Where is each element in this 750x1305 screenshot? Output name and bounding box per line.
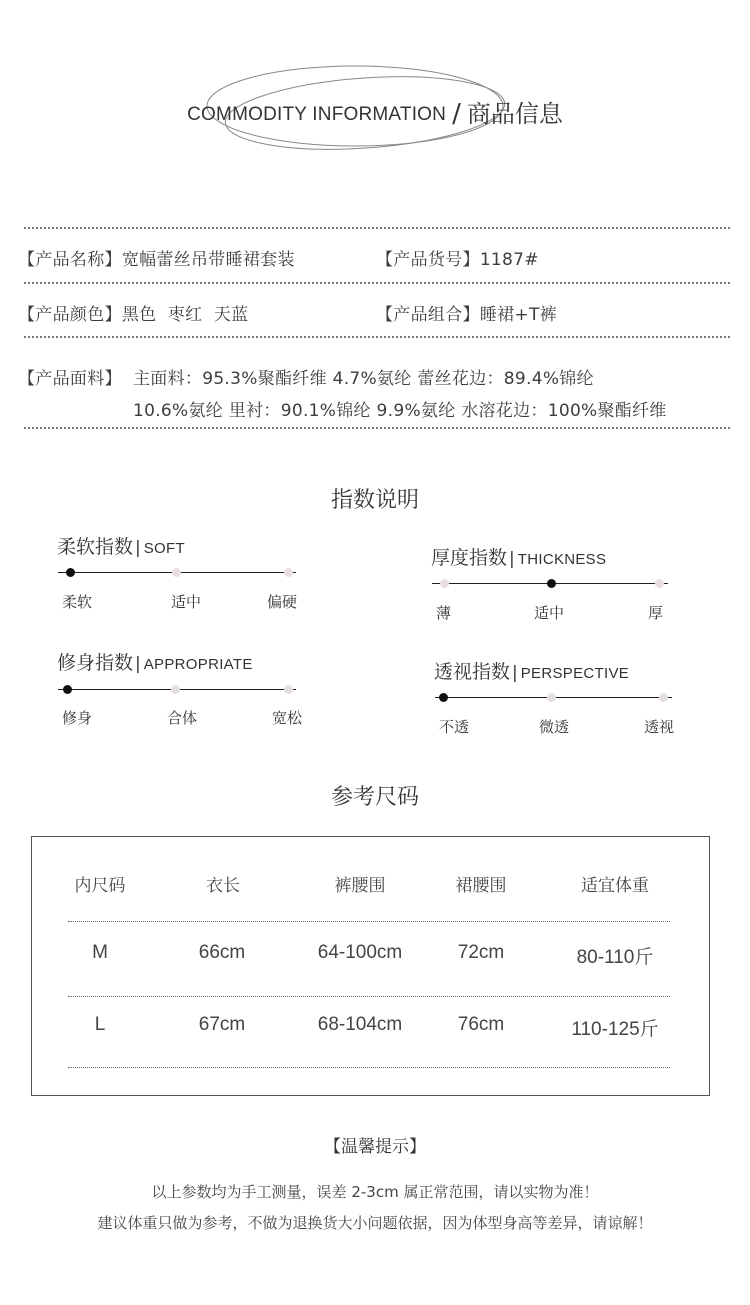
table-cell: 66cm	[198, 942, 246, 963]
soft-index-dot-2	[172, 568, 181, 577]
soft-index-title	[57, 532, 185, 559]
product-color-row	[18, 300, 248, 325]
product-name-value: 宽幅蕾丝吊带睡裙套装	[121, 250, 295, 270]
fit-index-title-zh: 修身指数	[57, 652, 134, 674]
table-cell: 110-125斤	[571, 1019, 659, 1040]
perspective-index-title-zh: 透视指数	[434, 661, 511, 683]
fit-index-label-3: 宽松	[272, 709, 303, 727]
soft-index-dot-1	[66, 568, 75, 577]
soft-index-title-en: SOFT	[143, 540, 185, 557]
soft-index-dot-3	[284, 568, 293, 577]
thickness-index-label-2: 适中	[534, 604, 565, 622]
thickness-index-title	[431, 543, 606, 570]
product-fabric-line-1: 主面料：95.3%聚酯纤维 4.7%氨纶 蕾丝花边：89.4%锦纶	[133, 369, 594, 389]
product-name-label: 【产品名称】	[18, 250, 122, 270]
product-fabric-label: 【产品面料】	[18, 369, 122, 389]
table-cell: L	[94, 1014, 106, 1035]
soft-index-label-1: 柔软	[62, 593, 93, 611]
header-title-en: COMMODITY INFORMATION	[187, 104, 447, 125]
product-combo-row	[376, 300, 557, 325]
table-cell: M	[92, 942, 108, 963]
perspective-index-dot-2	[547, 693, 556, 702]
table-header-length: 衣长	[206, 876, 240, 896]
product-combo-value: 睡裙+T裤	[479, 305, 557, 325]
table-cell: 68-104cm	[317, 1014, 403, 1035]
divider	[24, 427, 730, 429]
divider	[24, 282, 730, 284]
tips-line-2: 建议体重只做为参考，不做为退换货大小问题依据，因为体型身高等差异，请谅解！	[97, 1214, 653, 1232]
table-divider	[68, 921, 670, 922]
perspective-index-title-bar: |	[512, 663, 518, 683]
soft-index-title-zh: 柔软指数	[57, 536, 134, 558]
table-header-skirt-waist: 裙腰围	[455, 876, 507, 896]
perspective-index-title	[434, 657, 629, 684]
table-cell: 67cm	[198, 1014, 246, 1035]
header-title	[0, 92, 750, 127]
divider	[24, 336, 730, 338]
product-fabric-line-2: 10.6%氨纶 里衬：90.1%锦纶 9.9%氨纶 水溶花边：100%聚酯纤维	[133, 401, 667, 421]
divider	[24, 227, 730, 229]
product-sku-row	[376, 245, 539, 270]
product-sku-label: 【产品货号】	[376, 250, 480, 270]
tips-title: 【温馨提示】	[324, 1137, 426, 1157]
soft-index-title-bar: |	[135, 538, 141, 558]
size-section-title: 参考尺码	[330, 785, 419, 810]
product-color-value: 黑色 枣红 天蓝	[121, 305, 249, 325]
product-name-row	[18, 245, 295, 270]
fit-index-label-1: 修身	[62, 709, 93, 727]
tips-line-1: 以上参数均为手工测量，误差 2-3cm 属正常范围，请以实物为准！	[151, 1183, 599, 1201]
perspective-index-label-2: 微透	[539, 718, 570, 736]
fit-index-title-bar: |	[135, 654, 141, 674]
thickness-index-title-bar: |	[509, 549, 515, 569]
table-divider	[68, 1067, 670, 1068]
perspective-index-dot-3	[659, 693, 668, 702]
table-cell: 76cm	[457, 1014, 505, 1035]
perspective-index-label-3: 透视	[644, 718, 675, 736]
perspective-index-dot-1	[439, 693, 448, 702]
fit-index-dot-1	[63, 685, 72, 694]
thickness-index-title-en: THICKNESS	[517, 551, 607, 568]
thickness-index-dot-2	[547, 579, 556, 588]
index-section-title: 指数说明	[330, 488, 419, 513]
table-header-pants-waist: 裤腰围	[334, 876, 386, 896]
table-divider	[68, 996, 670, 997]
fit-index-dot-3	[284, 685, 293, 694]
header-title-zh: 商品信息	[466, 100, 563, 128]
table-cell: 80-110斤	[576, 947, 654, 968]
soft-index-label-3: 偏硬	[267, 593, 298, 611]
perspective-index-title-en: PERSPECTIVE	[520, 665, 630, 682]
fit-index-title	[57, 648, 253, 675]
table-header-size: 内尺码	[74, 876, 126, 896]
product-combo-label: 【产品组合】	[376, 305, 480, 325]
perspective-index-label-1: 不透	[439, 718, 470, 736]
thickness-index-dot-1	[440, 579, 449, 588]
fit-index-dot-2	[171, 685, 180, 694]
fit-index-label-2: 合体	[167, 709, 198, 727]
fit-index-title-en: APPROPRIATE	[143, 656, 253, 673]
thickness-index-label-1: 薄	[436, 604, 452, 622]
table-cell: 72cm	[457, 942, 505, 963]
table-header-weight: 适宜体重	[581, 876, 649, 896]
soft-index-label-2: 适中	[171, 593, 202, 611]
product-color-label: 【产品颜色】	[18, 305, 122, 325]
product-sku-value: 1187#	[479, 250, 539, 270]
header-title-separator: /	[452, 99, 461, 129]
table-cell: 64-100cm	[317, 942, 403, 963]
thickness-index-label-3: 厚	[648, 604, 664, 622]
thickness-index-dot-3	[655, 579, 664, 588]
thickness-index-title-zh: 厚度指数	[431, 547, 508, 569]
